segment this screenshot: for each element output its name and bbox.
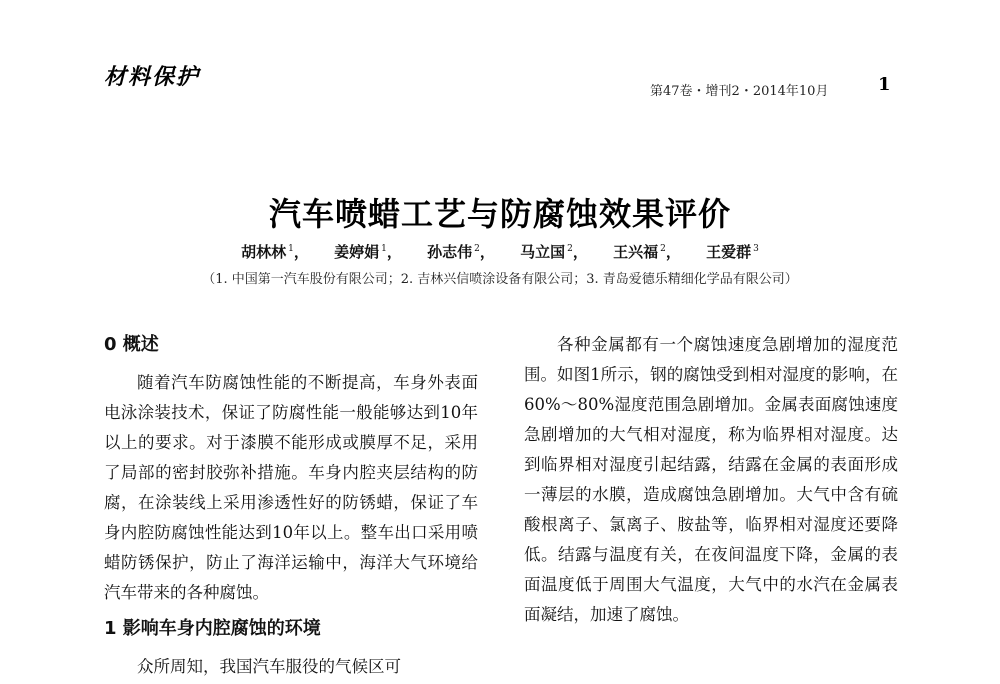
paragraph: 各种金属都有一个腐蚀速度急剧增加的湿度范围。如图1所示，钢的腐蚀受到相对湿度的影响，在60%～80%湿度范围急剧增加。金属表面腐蚀速度急剧增加的大气相对湿度，称为临界相对湿度。达到临界相对湿度引起结露，结露在金属的表面形成一薄层的水膜，造成腐蚀急剧增加。大气中含有硫酸根离子、氯离子、胺盐等，临界相对湿度还要降低。结露与温度有关，在夜间温度下降，金属的表面温度低于周围大气温度，大气中的水汽在金属表面凝结，加速了腐蚀。 (524, 335, 898, 624)
journal-logo: 材料保护 (104, 64, 201, 90)
page-number: 1 (878, 74, 891, 95)
right-column (524, 330, 898, 630)
author: 王兴福 $^2$， (613, 243, 681, 261)
author-list (0, 241, 1000, 262)
author: 姜婷娟 $^1$， (334, 243, 402, 261)
affiliations: （1. 中国第一汽车股份有限公司；2. 吉林兴信喷涂设备有限公司；3. 青岛爱德乐精细化学品有限公司） (202, 272, 798, 287)
author: 王爱群 $^3$ (706, 243, 759, 261)
article-title: 汽车喷蜡工艺与防腐蚀效果评价 (268, 195, 731, 234)
author: 胡林林 $^1$， (241, 243, 309, 261)
author: 孙志伟 $^2$， (427, 243, 495, 261)
paragraph: 随着汽车防腐蚀性能的不断提高，车身外表面电泳涂装技术，保证了防腐性能一般能够达到10年以上的要求。对于漆膜不能形成或膜厚不足，采用了局部的密封胶弥补措施。车身内腔夹层结构的防腐，在涂装线上采用渗透性好的防锈蜡，保证了车身内腔防腐蚀性能达到10年以上。整车出口采用喷蜡防锈保护，防止了海洋运输中，海洋大气环境给汽车带来的各种腐蚀。 (104, 373, 478, 602)
section-heading: 0 概述 (104, 334, 159, 355)
author: 马立国 $^2$， (520, 243, 588, 261)
left-column (104, 330, 478, 682)
issue-info: 第47卷・增刊2・2014年10月 (650, 84, 829, 99)
section-heading: 1 影响车身内腔腐蚀的环境 (104, 618, 321, 639)
paragraph: 众所周知，我国汽车服役的气候区可 (137, 657, 401, 676)
